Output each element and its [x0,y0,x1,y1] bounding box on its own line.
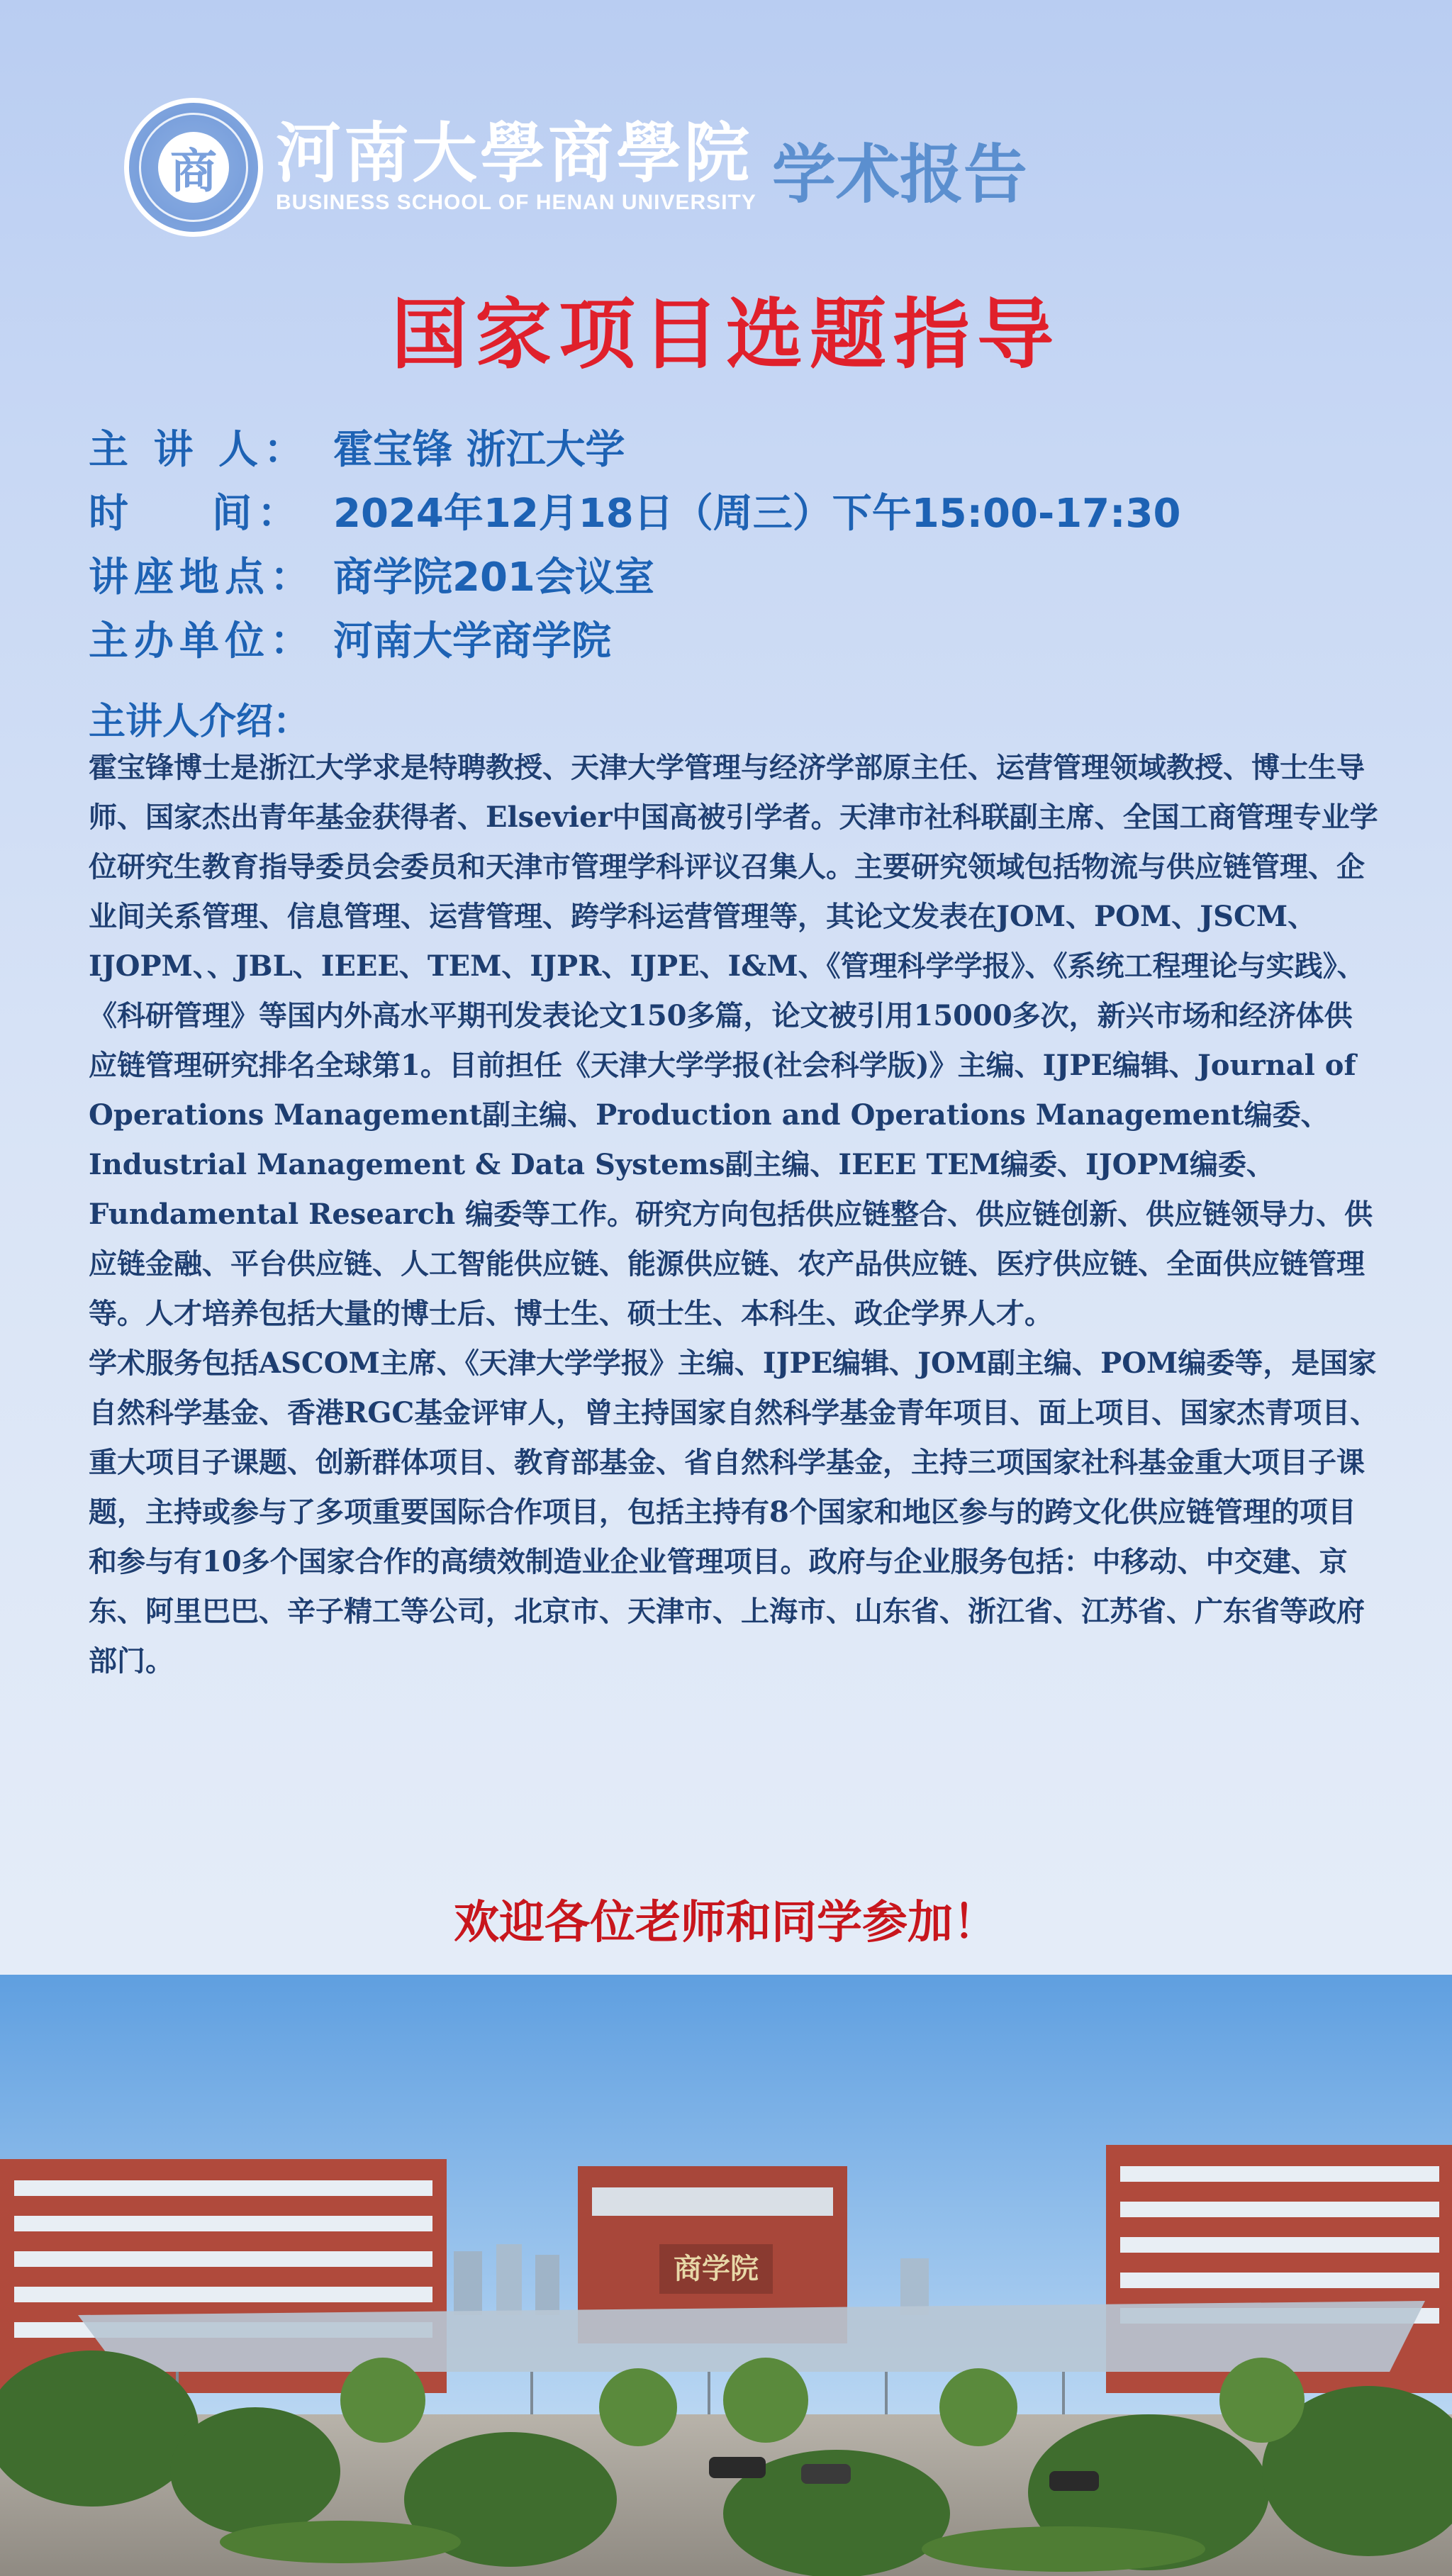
time-label: 时 间： [89,491,303,537]
report-type-tag: 学术报告 [771,139,1027,211]
university-seal-logo [124,98,263,237]
building-sign: 商学院 [674,2252,759,2285]
host-label: 主办单位： [89,618,315,664]
school-name-cn: 河南大學商學院 [276,115,753,192]
campus-photo [0,1975,1452,2576]
host-value: 河南大学商学院 [333,618,611,664]
header [124,105,1027,229]
speaker-label: 主 讲 人： [89,427,309,473]
time-value: 2024年12月18日（周三）下午15:00-17:30 [333,491,1181,537]
venue-label: 讲座地点： [89,554,315,601]
school-brand [276,115,756,215]
info-row-venue [89,542,1180,606]
seal-glyph: 商 [158,132,229,203]
intro-heading: 主讲人介绍： [89,701,311,743]
bio-paragraph: 霍宝锋博士是浙江大学求是特聘教授、天津大学管理与经济学部原主任、运营管理领域教授、博士生导师、国家杰出青年基金获得者、Elsevier中国高被引学者。天津市社科联副主席、全国工商管理专业学位研究生教育指导委员会委员和天津市管理学科评议召集人。主要研究领域包括物流与供应链管理、企业间关系管理、信息管理、运营管理、跨学科运营管理等，其论文发表在JOM、POM、JSCM、IJOPM、、JBL、IEEE、TEM、IJPR、IJPE、I&M、《管理科学学报》、《系统工程理论与实践》、《科研管理》等国内外高水平期刊发表论文150多篇，论文被引用15000多次，新兴市场和经济体供应链管理研究排名全球第1。目前担任《天津大学学报(社会科学版)》主编、IJPE编辑、Journal of Operations Management副主编、Production and Operations Management编委、Industrial Management & Data Systems副主编、IEEE TEM编委、IJOPM编委、Fundamental Research 编委等工作。研究方向包括供应链整合、供应链创新、供应链领导力、供应链金融、平台供应链、人工智能供应链、能源供应链、农产品供应链、医疗供应链、全面供应链管理等。人才培养包括大量的博士后、博士生、硕士生、本科生、政企学界人才。 [89,751,1378,1330]
speaker-value: 霍宝锋 浙江大学 [333,427,625,473]
info-row-speaker [89,415,1180,479]
event-info [89,415,1180,670]
school-name-en: BUSINESS SCHOOL OF HENAN UNIVERSITY [276,190,756,214]
speaker-bio [89,743,1379,1686]
info-row-time [89,479,1180,542]
bio-paragraph: 学术服务包括ASCOM主席、《天津大学学报》主编、IJPE编辑、JOM副主编、POM编委等，是国家自然科学基金、香港RGC基金评审人，曾主持国家自然科学基金青年项目、面上项目、国家杰青项目、重大项目子课题、创新群体项目、教育部基金、省自然科学基金，主持三项国家社科基金重大项目子课题，主持或参与了多项重要国际合作项目，包括主持有8个国家和地区参与的跨文化供应链管理的项目和参与有10多个国家合作的高绩效制造业企业管理项目。政府与企业服务包括：中移动、中交建、京东、阿里巴巴、辛子精工等公司，北京市、天津市、上海市、山东省、浙江省、江苏省、广东省等政府部门。 [89,1346,1379,1678]
welcome-message: 欢迎各位老师和同学参加！ [454,1897,998,1949]
venue-value: 商学院201会议室 [333,554,654,601]
page-title: 国家项目选题指导 [391,291,1061,379]
info-row-host [89,606,1180,670]
